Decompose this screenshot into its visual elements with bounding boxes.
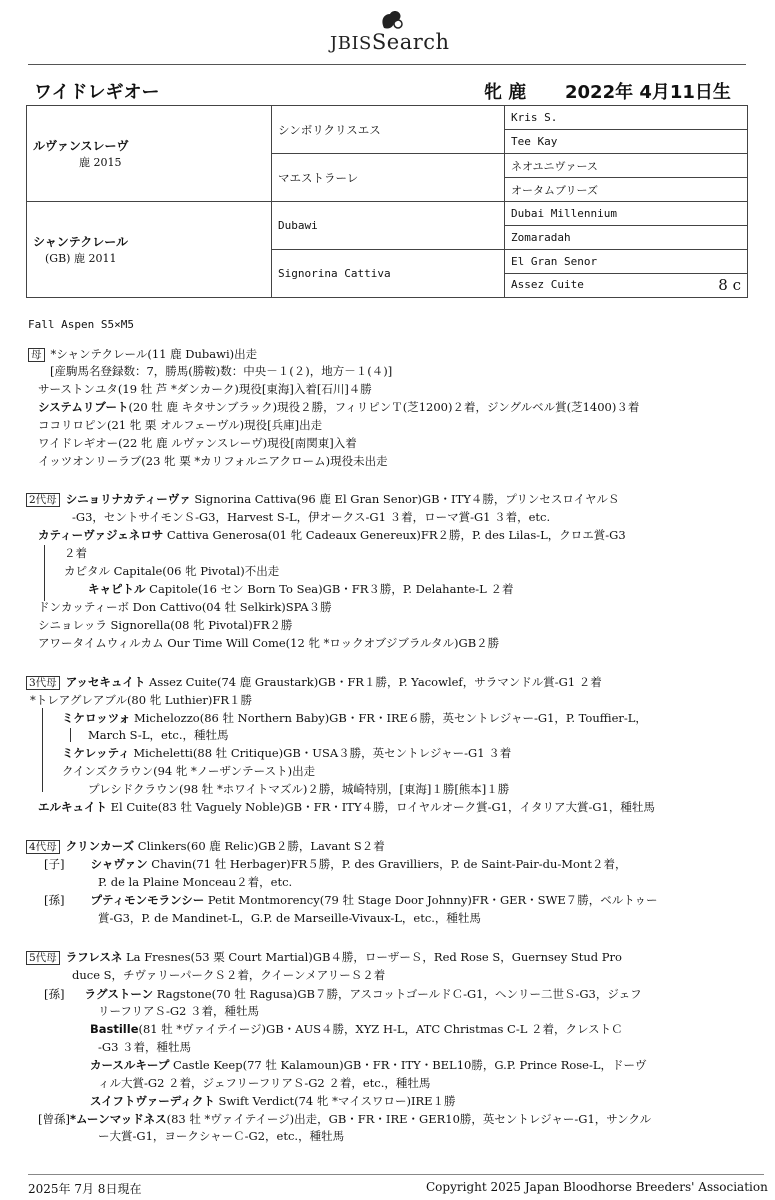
sex-color: 牝 鹿	[484, 82, 527, 103]
family-number: 8 c	[718, 275, 741, 294]
dam-line-3: サーストンユタ(19 牡 芦 *ダンカーク)現役[東海]入着[石川]４勝	[38, 382, 372, 396]
ddd-cell[interactable]	[505, 274, 748, 298]
dss-cell[interactable]: Dubai Millennium	[505, 202, 748, 226]
sire-cell[interactable]	[27, 106, 272, 202]
footer-copyright: Copyright 2025 Japan Bloodhorse Breeders' Association	[426, 1180, 768, 1194]
tree-line	[42, 708, 43, 792]
sd-cell[interactable]: マエストラーレ	[272, 154, 505, 202]
gen5-line-10: [曾孫]*ムーンマッドネス(83 牡 *ヴァイテイージ)出走，GB・FR・IRE・GER10勝，英セントレジャー-G1，サンクル	[38, 1112, 652, 1126]
header-rule	[28, 64, 746, 65]
ddd-name: Assez Cuite	[511, 277, 584, 291]
tree-line	[70, 728, 71, 742]
section-tag-gen2: 2代母	[26, 493, 60, 507]
gen2-line-8: シニョレッラ Signorella(08 牝 Pivotal)FR２勝	[38, 618, 293, 632]
gen5-line-4: リーフリアＳ-G2 ３着，種牡馬	[98, 1004, 260, 1018]
ds-cell[interactable]: Dubawi	[272, 202, 505, 250]
gen3-line-5: ミケレッティ Micheletti(88 牡 Critique)GB・USA３勝，英セントレジャー-G1 ３着	[62, 746, 512, 760]
dam-line-2: [産駒馬名登録数：7，勝馬(勝鞍)数：中央－１(２)，地方－１(４)]	[50, 364, 393, 378]
gen2-line-3: カティーヴァジェネロサ Cattiva Generosa(01 牝 Cadeaux Genereux)FR２勝，P. des Lilas-L，クロエ賞-G3	[38, 528, 626, 542]
sds-cell[interactable]: ネオユニヴァース	[505, 154, 748, 178]
gen4-line-4: [孫] プティモンモランシー Petit Montmorency(79 牡 Stage Door Johnny)FR・GER・SWE７勝，ベルトゥー	[44, 893, 658, 907]
gen4-line-3: P. de la Plaine Monceau２着，etc.	[98, 875, 293, 889]
dam-line-4: システムリブート(20 牡 鹿 キタサンブラック)現役２勝，フィリピンＴ(芝1200)２着，ジングルベル賞(芝1400)３着	[38, 400, 640, 414]
dam-line-6: ワイドレギオー(22 牝 鹿 ルヴァンスレーヴ)現役[南関東]入着	[38, 436, 357, 450]
sss-cell[interactable]: Kris S.	[505, 106, 748, 130]
sdd-cell[interactable]: オータムブリーズ	[505, 178, 748, 202]
logo-search: Search	[371, 30, 450, 54]
gen2-line-4: ２着	[64, 546, 87, 560]
section-tag-gen4: 4代母	[26, 840, 60, 854]
gen2-line-9: アワータイムウィルカム Our Time Will Come(12 牝 *ロックオブジブラルタル)GB２勝	[38, 636, 500, 650]
dam-line-5: ココリロピン(21 牝 栗 オルフェーヴル)現役[兵庫]出走	[38, 418, 323, 432]
dds-cell[interactable]: El Gran Senor	[505, 250, 748, 274]
dam-line-7: イッツオンリーラブ(23 牝 栗 *カリフォルニアクローム)現役未出走	[38, 454, 388, 468]
gen3-line-8: エルキュイト El Cuite(83 牡 Vaguely Noble)GB・FR・ITY４勝，ロイヤルオーク賞-G1，イタリア大賞-G1，種牡馬	[38, 800, 655, 814]
pedigree-table	[26, 105, 748, 298]
gen5-line-6: -G3 ３着，種牡馬	[98, 1040, 192, 1054]
logo-jbis: JBIS	[330, 33, 372, 54]
gen5-line-9: スイフトヴァーディクト Swift Verdict(74 牝 *マイスワロー)IRE１勝	[90, 1094, 456, 1108]
gen2-line-6: キャピトル Capitole(16 セン Born To Sea)GB・FR３勝，P. Delahante-L ２着	[88, 582, 514, 596]
gen3-line-6: クインズクラウン(94 牝 *ノーザンテースト)出走	[62, 764, 316, 778]
gen3-line-7: プレシドクラウン(98 牡 *ホワイトマズル)２勝，城崎特別，[東海]１勝[熊本]１勝	[88, 782, 510, 796]
gen4-line-5: 賞-G3，P. de Mandinet-L，G.P. de Marseille-Vivaux-L，etc.，種牡馬	[98, 911, 481, 925]
section-tag-gen5: 5代母	[26, 951, 60, 965]
dam-detail: (GB) 鹿 2011	[45, 252, 117, 265]
section-tag-gen3: 3代母	[26, 676, 60, 690]
dsd-cell[interactable]: Zomaradah	[505, 226, 748, 250]
gen2-line-5: カピタル Capitale(06 牝 Pivotal)不出走	[64, 564, 280, 578]
gen4-line-1: 4代母 クリンカーズ Clinkers(60 鹿 Relic)GB２勝，Lavant S２着	[26, 838, 385, 854]
gen3-line-4: March S-L，etc.，種牡馬	[88, 728, 229, 742]
logo-text	[330, 30, 450, 54]
sire-detail: 鹿 2015	[79, 156, 122, 169]
gen3-line-2: *トレアグレアブル(80 牝 Luthier)FR１勝	[30, 693, 253, 707]
inbreeding-note: Fall Aspen S5×M5	[28, 318, 134, 331]
gen4-line-2: [子] シャヴァン Chavin(71 牡 Herbager)FR５勝，P. des Gravilliers，P. de Saint-Pair-du-Mont２着，	[44, 857, 627, 871]
gen3-line-1: 3代母 アッセキュイト Assez Cuite(74 鹿 Graustark)GB・FR１勝，P. Yacowlef，サラマンドル賞-G1 ２着	[26, 674, 602, 690]
gen2-line-2: -G3，セントサイモンＳ-G3，Harvest S-L，伊オークス-G1 ３着，ローマ賞-G1 ３着，etc.	[72, 510, 551, 524]
gen5-line-3: [孫] ラグストーン Ragstone(70 牡 Ragusa)GB７勝，アスコットゴールドＣ-G1，ヘンリー二世Ｓ-G3，ジェフ	[44, 987, 642, 1001]
section-tag-dam: 母	[28, 348, 45, 362]
ssd-cell[interactable]: Tee Kay	[505, 130, 748, 154]
gen5-line-5: Bastille(81 牡 *ヴァイテイージ)GB・AUS４勝，XYZ H-L，ATC Christmas C-L ２着，クレストＣ	[90, 1022, 623, 1036]
dam-line-1: 母 *シャンテクレール(11 鹿 Dubawi)出走	[28, 346, 257, 362]
dd-cell[interactable]: Signorina Cattiva	[272, 250, 505, 298]
gen2-line-1: 2代母 シニョリナカティーヴァ Signorina Cattiva(96 鹿 El Gran Senor)GB・ITY４勝，プリンセスロイヤルＳ	[26, 491, 619, 507]
gen5-line-1: 5代母 ラフレスネ La Fresnes(53 栗 Court Martial)GB４勝，ローザーＳ，Red Rose S，Guernsey Stud Pro	[26, 949, 622, 965]
gen3-line-3: ミケロッツォ Michelozzo(86 牡 Northern Baby)GB・FR・IRE６勝，英セントレジャー-G1，P. Touffier-L，	[62, 711, 647, 725]
horse-name: ワイドレギオー	[34, 82, 160, 103]
gen5-line-11: ー大賞-G1，ヨークシャーＣ-G2，etc.，種牡馬	[98, 1129, 345, 1143]
birthdate: 2022年 4月11日生	[565, 82, 731, 103]
sire-name: ルヴァンスレーヴ	[33, 139, 129, 153]
ss-cell[interactable]: シンボリクリスエス	[272, 106, 505, 154]
dam-cell[interactable]	[27, 202, 272, 298]
gen2-line-7: ドンカッティーボ Don Cattivo(04 牡 Selkirk)SPA３勝	[38, 600, 332, 614]
gen5-line-2: duce S，チヴァリーパークＳ２着，クイーンメアリーＳ２着	[72, 968, 386, 982]
dam-name: シャンテクレール	[33, 235, 129, 249]
tree-line	[44, 545, 45, 601]
gen5-line-7: カースルキープ Castle Keep(77 牡 Kalamoun)GB・FR・ITY・BEL10勝，G.P. Prince Rose-L，ドーヴ	[90, 1058, 647, 1072]
footer-rule	[28, 1174, 764, 1175]
footer-date: 2025年 7月 8日現在	[28, 1182, 142, 1196]
gen5-line-8: ィル大賞-G2 ２着，ジェフリーフリアＳ-G2 ２着，etc.，種牡馬	[98, 1076, 431, 1090]
